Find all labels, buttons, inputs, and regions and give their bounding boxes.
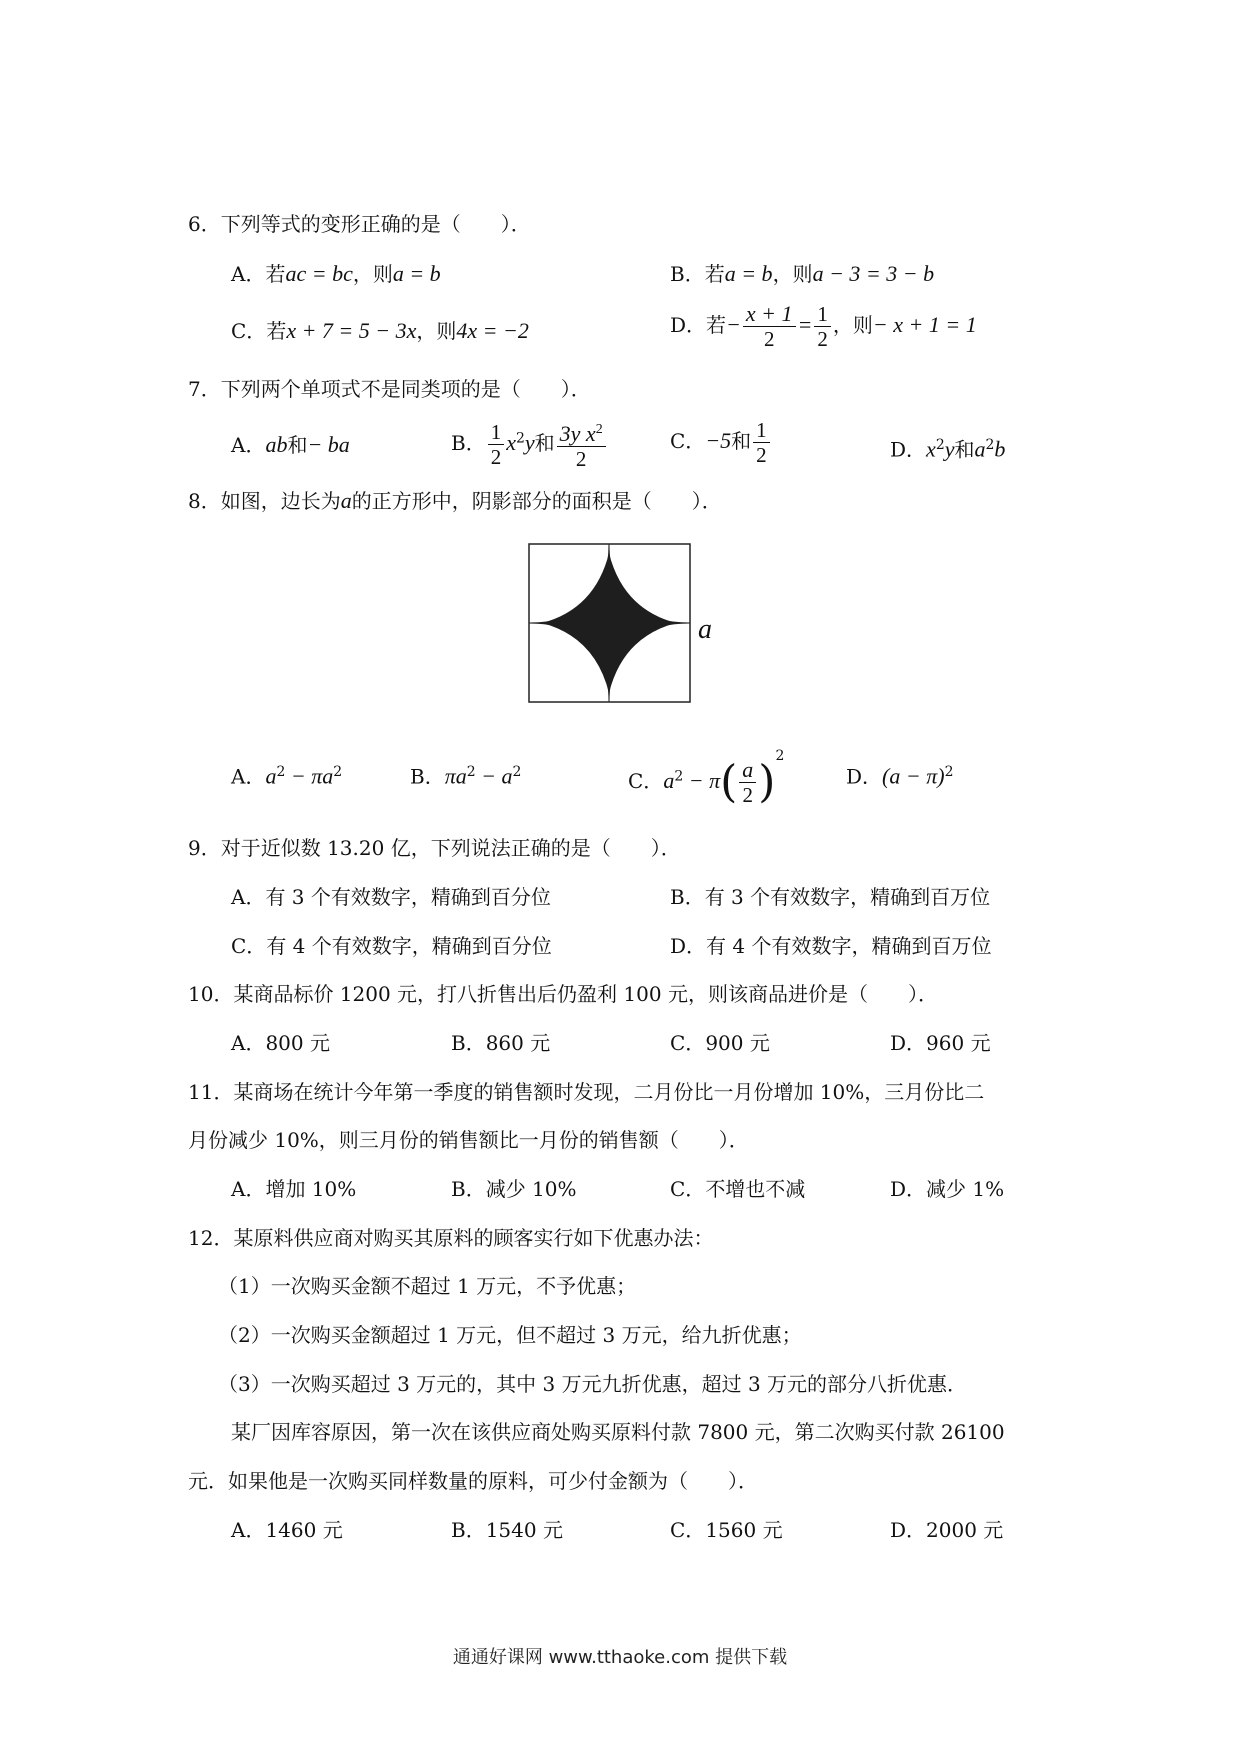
question-6-option-d: D．若− $\frac{x + 1}{2}$ = $\frac{1}{2}$ ，则− x + 1 = 1 [670,301,977,351]
question-8-stem: 8．如图，边长为a的正方形中，阴影部分的面积是（ ）． [188,488,722,513]
question-10-option-c: C．900 元 [670,1031,770,1055]
page-footer: 通通好课网 www.tthaoke.com 提供下载 [452,1647,788,1668]
question-12-rule-1: （1）一次购买金额不超过 1 万元，不予优惠； [218,1274,637,1298]
question-12-stem: 12．某原料供应商对购买其原料的顾客实行如下优惠办法： [188,1226,714,1250]
question-12-paragraph: 某厂因库容原因，第一次在该供应商处购买原料付款 7800 元，第二次购买付款 26100 [231,1420,1005,1444]
question-12-option-d: D．2000 元 [890,1518,1004,1542]
question-8-option-c: C．$a^2 - \pi$( $\frac{a}{2}$ )$^2$ [628,748,785,808]
question-11-option-d: D．减少 1% [890,1177,1005,1201]
question-10-option-b: B．860 元 [451,1031,551,1055]
question-7-option-a: A．ab和− ba [231,432,350,457]
question-12-option-c: C．1560 元 [670,1518,783,1542]
question-6-option-c: C．若x + 7 = 5 − 3x，则4x = −2 [231,318,529,343]
question-11-stem-continued: 月份减少 10%，则三月份的销售额比一月份的销售额（ ）． [188,1128,749,1152]
question-12-paragraph-continued: 元．如果他是一次购买同样数量的原料，可少付金额为（ ）． [188,1469,758,1493]
question-10-stem: 10．某商品标价 1200 元，打八折售出后仍盈利 100 元，则该商品进价是（ ）． [188,982,938,1006]
question-7-option-b: B． $\frac{1}{2}$ $x^2y$和 $\frac{3y x^2}{2}$ [451,418,608,471]
shaded-square-figure [528,543,691,703]
question-12-rule-2: （2）一次购买金额超过 1 万元，但不超过 3 万元，给九折优惠； [218,1323,802,1347]
question-9-option-c: C．有 4 个有效数字，精确到百分位 [231,934,552,958]
question-12-rule-3: （3）一次购买超过 3 万元的，其中 3 万元九折优惠，超过 3 万元的部分八折优惠． [218,1372,968,1396]
question-8-option-a: A．$a^2 - \pi a^2$ [231,763,343,789]
question-7-option-c: C．−5和 $\frac{1}{2}$ [670,418,772,467]
question-9-option-d: D．有 4 个有效数字，精确到百万位 [670,934,992,958]
question-12-option-b: B．1540 元 [451,1518,563,1542]
question-9-stem: 9．对于近似数 13.20 亿，下列说法正确的是（ ）． [188,836,681,860]
figure-side-label: a [698,614,712,645]
question-11-option-a: A．增加 10% [231,1177,357,1201]
question-12-option-a: A．1460 元 [231,1518,343,1542]
square-with-shaded-star [528,543,691,703]
question-11-stem: 11．某商场在统计今年第一季度的销售额时发现，二月份比一月份增加 10%，三月份比二 [188,1080,985,1104]
question-11-option-c: C．不增也不减 [670,1177,806,1201]
question-6-option-a: A．若ac = bc，则a = b [231,261,441,286]
question-9-option-a: A．有 3 个有效数字，精确到百分位 [231,885,551,909]
question-10-option-a: A．800 元 [231,1031,330,1055]
question-8-option-b: B．$\pi a^2 - a^2$ [410,763,522,789]
question-7-option-d: D．$x^2y$和$a^2b$ [890,436,1006,462]
question-6-stem: 6．下列等式的变形正确的是（ ）． [188,212,531,236]
question-10-option-d: D．960 元 [890,1031,991,1055]
question-9-option-b: B．有 3 个有效数字，精确到百万位 [670,885,991,909]
question-7-stem: 7．下列两个单项式不是同类项的是（ ）． [188,377,591,401]
question-6-option-b: B．若a = b，则a − 3 = 3 − b [670,261,935,286]
question-8-option-d: D．$(a - \pi)^2$ [846,763,954,789]
question-11-option-b: B．减少 10% [451,1177,577,1201]
